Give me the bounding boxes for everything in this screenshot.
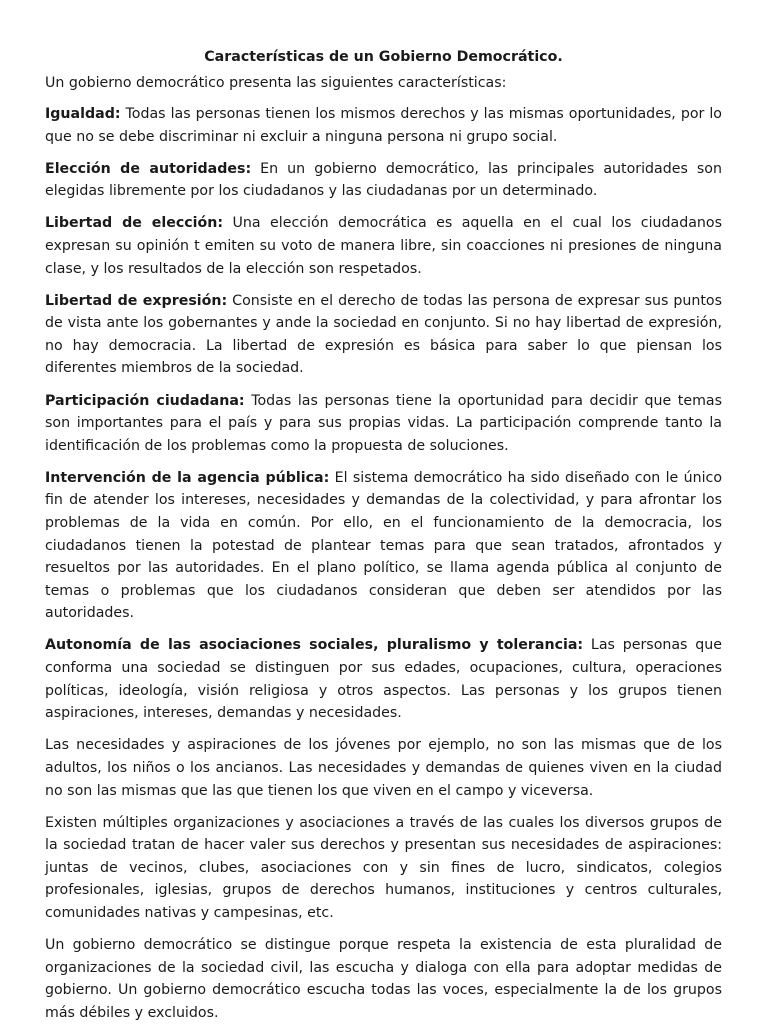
- section-libertad-expresion: [45, 290, 722, 380]
- section-igualdad: [45, 103, 722, 148]
- intro-paragraph: Un gobierno democrático presenta las siguientes características:: [45, 75, 507, 91]
- section-eleccion-autoridades: [45, 158, 722, 203]
- section-heading: Libertad de expresión:: [45, 292, 228, 309]
- section-heading: Intervención de la agencia pública:: [45, 469, 330, 486]
- section-heading: Participación ciudadana:: [45, 392, 245, 409]
- section-body: Una elección democrática es aquella en el cual los ciudadanos expresan su opinión t emiten su voto de manera libre, sin coacciones ni presiones de ninguna clase, y los resultados de la elección son respetados.: [45, 215, 722, 277]
- body-paragraph: Existen múltiples organizaciones y asociaciones a través de las cuales los diversos grupos de la sociedad tratan de hacer valer sus derechos y presentan sus necesidades de aspiraciones: juntas de vecinos, clubes, asociaciones con y sin fines de lucro, sindicatos, colegios profesionales, iglesias, grupos de derechos humanos, instituciones y centros culturales, comunidades nativas y campesinas, etc.: [45, 814, 722, 921]
- section-body: Consiste en el derecho de todas las persona de expresar sus puntos de vista ante los gobernantes y ande la sociedad en conjunto. Si no hay libertad de expresión, no hay democracia. La libertad de expresión es básica para saber lo que piensan los diferentes miembros de la sociedad.: [45, 292, 722, 377]
- section-participacion-ciudadana: [45, 390, 722, 458]
- section-intervencion-agencia: [45, 467, 722, 625]
- document-title: Características de un Gobierno Democrático.: [204, 49, 563, 65]
- section-heading: Elección de autoridades:: [45, 160, 252, 177]
- body-paragraph: Las necesidades y aspiraciones de los jóvenes por ejemplo, no son las mismas que de los adultos, los niños o los ancianos. Las necesidades y demandas de quienes viven en la ciudad no son las mismas que las que tienen los que viven en el campo y viceversa.: [45, 737, 722, 799]
- document-page: [45, 46, 722, 1034]
- section-body: En un gobierno democrático, las principales autoridades son elegidas libremente por los ciudadanos y las ciudadanas por un determinado.: [45, 160, 722, 200]
- section-body: El sistema democrático ha sido diseñado con le único fin de atender los intereses, necesidades y demandas de la colectividad, y para afrontar los problemas de la vida en común. Por ello, en el funcionamiento de la democracia, los ciudadanos tienen la potestad de plantear temas para que sean tratados, afrontados y resueltos por las autoridades. En el plano político, se llama agenda pública al conjunto de temas o problemas que los ciudadanos consideran que deben ser atendidos por las autoridades.: [45, 469, 722, 622]
- section-heading: Autonomía de las asociaciones sociales, pluralismo y tolerancia:: [45, 637, 584, 654]
- section-body: Todas las personas tienen los mismos derechos y las mismas oportunidades, por lo que no se debe discriminar ni excluir a ninguna persona ni grupo social.: [45, 106, 722, 145]
- section-heading: Libertad de elección:: [45, 215, 224, 232]
- section-autonomia-asociaciones: [45, 634, 722, 724]
- section-heading: Igualdad:: [45, 106, 121, 122]
- section-libertad-eleccion: [45, 212, 722, 280]
- section-body: Todas las personas tiene la oportunidad para decidir que temas son importantes para el país y para sus propias vidas. La participación comprende tanto la identificación de los problemas como la propuesta de soluciones.: [45, 392, 722, 454]
- section-body: Las personas que conforma una sociedad se distinguen por sus edades, ocupaciones, cultura, operaciones políticas, ideología, visión religiosa y otros aspectos. Las personas y los grupos tienen aspiraciones, intereses, demandas y necesidades.: [45, 637, 722, 722]
- body-paragraph: Un gobierno democrático se distingue porque respeta la existencia de esta pluralidad de organizaciones de la sociedad civil, las escucha y dialoga con ella para adoptar medidas de gobierno. Un gobierno democrático escucha todas las voces, especialmente la de los grupos más débiles y excluidos.: [45, 937, 722, 1021]
